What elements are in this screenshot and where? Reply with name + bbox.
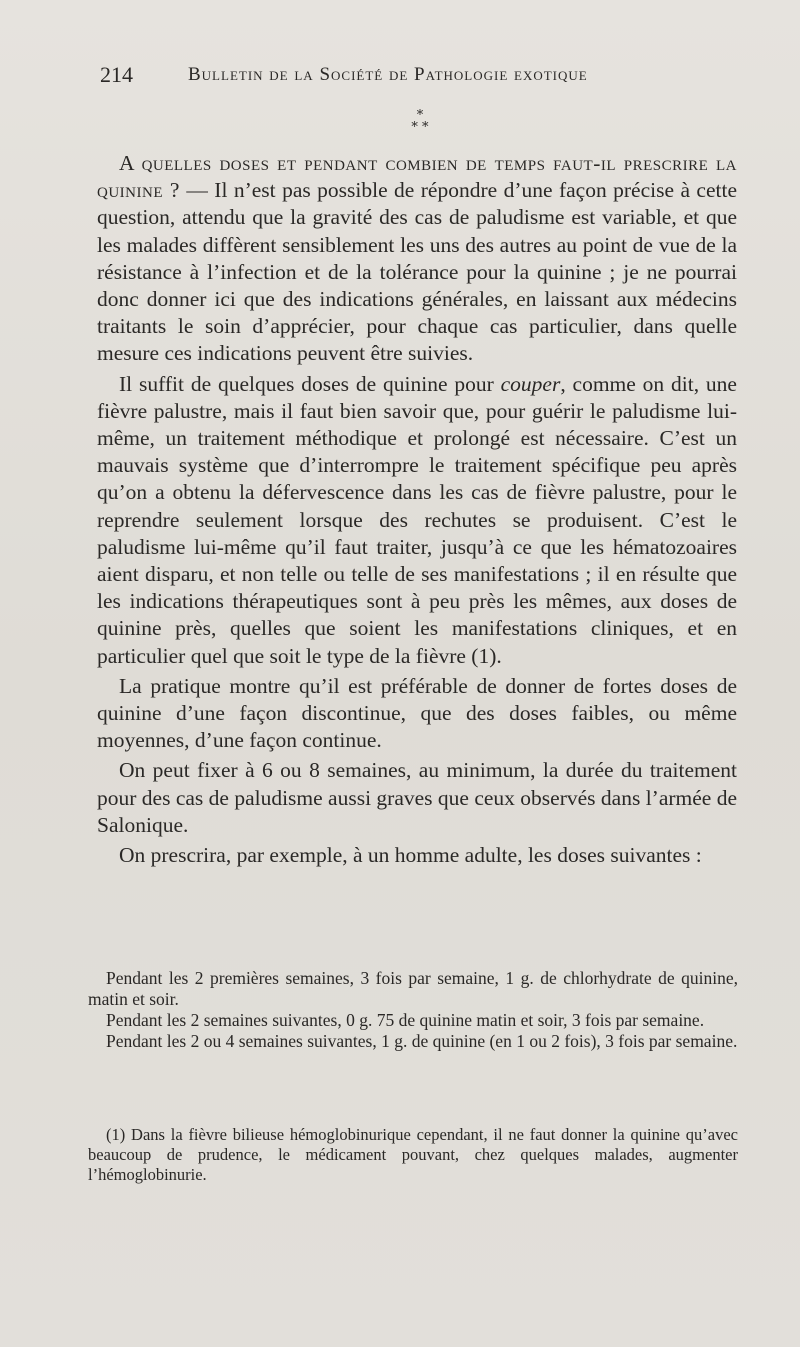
paragraph-2 — [97, 371, 737, 670]
running-title: Bulletin de la Société de Pathologie exotique — [188, 64, 588, 85]
dosage-item: Pendant les 2 semaines suivantes, 0 g. 75 de quinine matin et soir, 3 fois par semaine. — [106, 1010, 705, 1030]
asterism-glyph: * * * — [411, 108, 429, 135]
dosage-item: Pendant les 2 premières semaines, 3 fois par semaine, 1 g. de chlorhydrate de quinine, matin et soir. — [88, 968, 738, 1009]
paragraph-1-text: — Il n’est pas possible de répondre d’une façon précise à cette question, attendu que la gravité des cas de paludisme est variable, et que les malades diffèrent sensiblement les uns des autres au point de vue de la résistance à l’infection et de la tolérance pour la quinine ; je ne pourrai donc donner ici que des indications générales, en laissant aux médecins traitants le soin d’apprécier, pour chaque cas particulier, dans quelle mesure ces indications peuvent être suivies. — [97, 178, 737, 366]
page-number: 214 — [100, 62, 133, 87]
page-header — [100, 62, 740, 92]
paragraph-2-text-a: Il suffit de quelques doses de quinine pour — [119, 371, 501, 396]
dosage-schedule — [88, 968, 738, 1052]
emphasis-couper: couper — [500, 371, 561, 396]
footnote-text: (1) Dans la fièvre bilieuse hémoglobinurique cependant, il ne faut donner la quinine qu’avec beaucoup de prudence, le médicament pouvant, chez quelques malades, augmenter l’hémoglobinurie. — [88, 1125, 738, 1184]
paragraph-5: On prescrira, par exemple, à un homme adulte, les doses suivantes : — [119, 843, 702, 868]
paragraph-3: La pratique montre qu’il est préférable de donner de fortes doses de quinine d’une façon discontinue, que des doses faibles, ou même moyennes, d’une façon continue. — [97, 673, 737, 753]
section-title: A quelles doses et pendant combien de temps faut-il prescrire la quinine ? — [97, 151, 737, 203]
paragraph-2-text-b: , comme on dit, une fièvre palustre, mais il faut bien savoir que, pour guérir le paludisme lui-même, un traitement méthodique et prolongé est nécessaire. C’est un mauvais système que d’interrompre le traitement spécifique peu après qu’on a obtenu la défervescence dans les cas de fièvre palustre, pour le reprendre seulement lorsque des rechutes se produisent. C’est le paludisme lui-même qu’il faut traiter, jusqu’à ce que les hématozoaires aient disparu, et non telle ou telle de ses manifestations ; il en résulte que les indications thérapeutiques sont à peu près les mêmes, aux doses de quinine près, quelles que soient les manifestations cliniques, et en particulier quel que soit le type de la fièvre (1). — [97, 371, 737, 668]
asterism-divider — [405, 110, 435, 134]
paragraph-1 — [97, 150, 737, 368]
paragraph-4: On peut fixer à 6 ou 8 semaines, au minimum, la durée du traitement pour des cas de paludisme aussi graves que ceux observés dans l’armée de Salonique. — [97, 758, 738, 837]
dosage-item: Pendant les 2 ou 4 semaines suivantes, 1 g. de quinine (en 1 ou 2 fois), 3 fois par semaine. — [106, 1031, 738, 1051]
body-text — [97, 150, 737, 872]
footnote — [88, 1125, 738, 1185]
